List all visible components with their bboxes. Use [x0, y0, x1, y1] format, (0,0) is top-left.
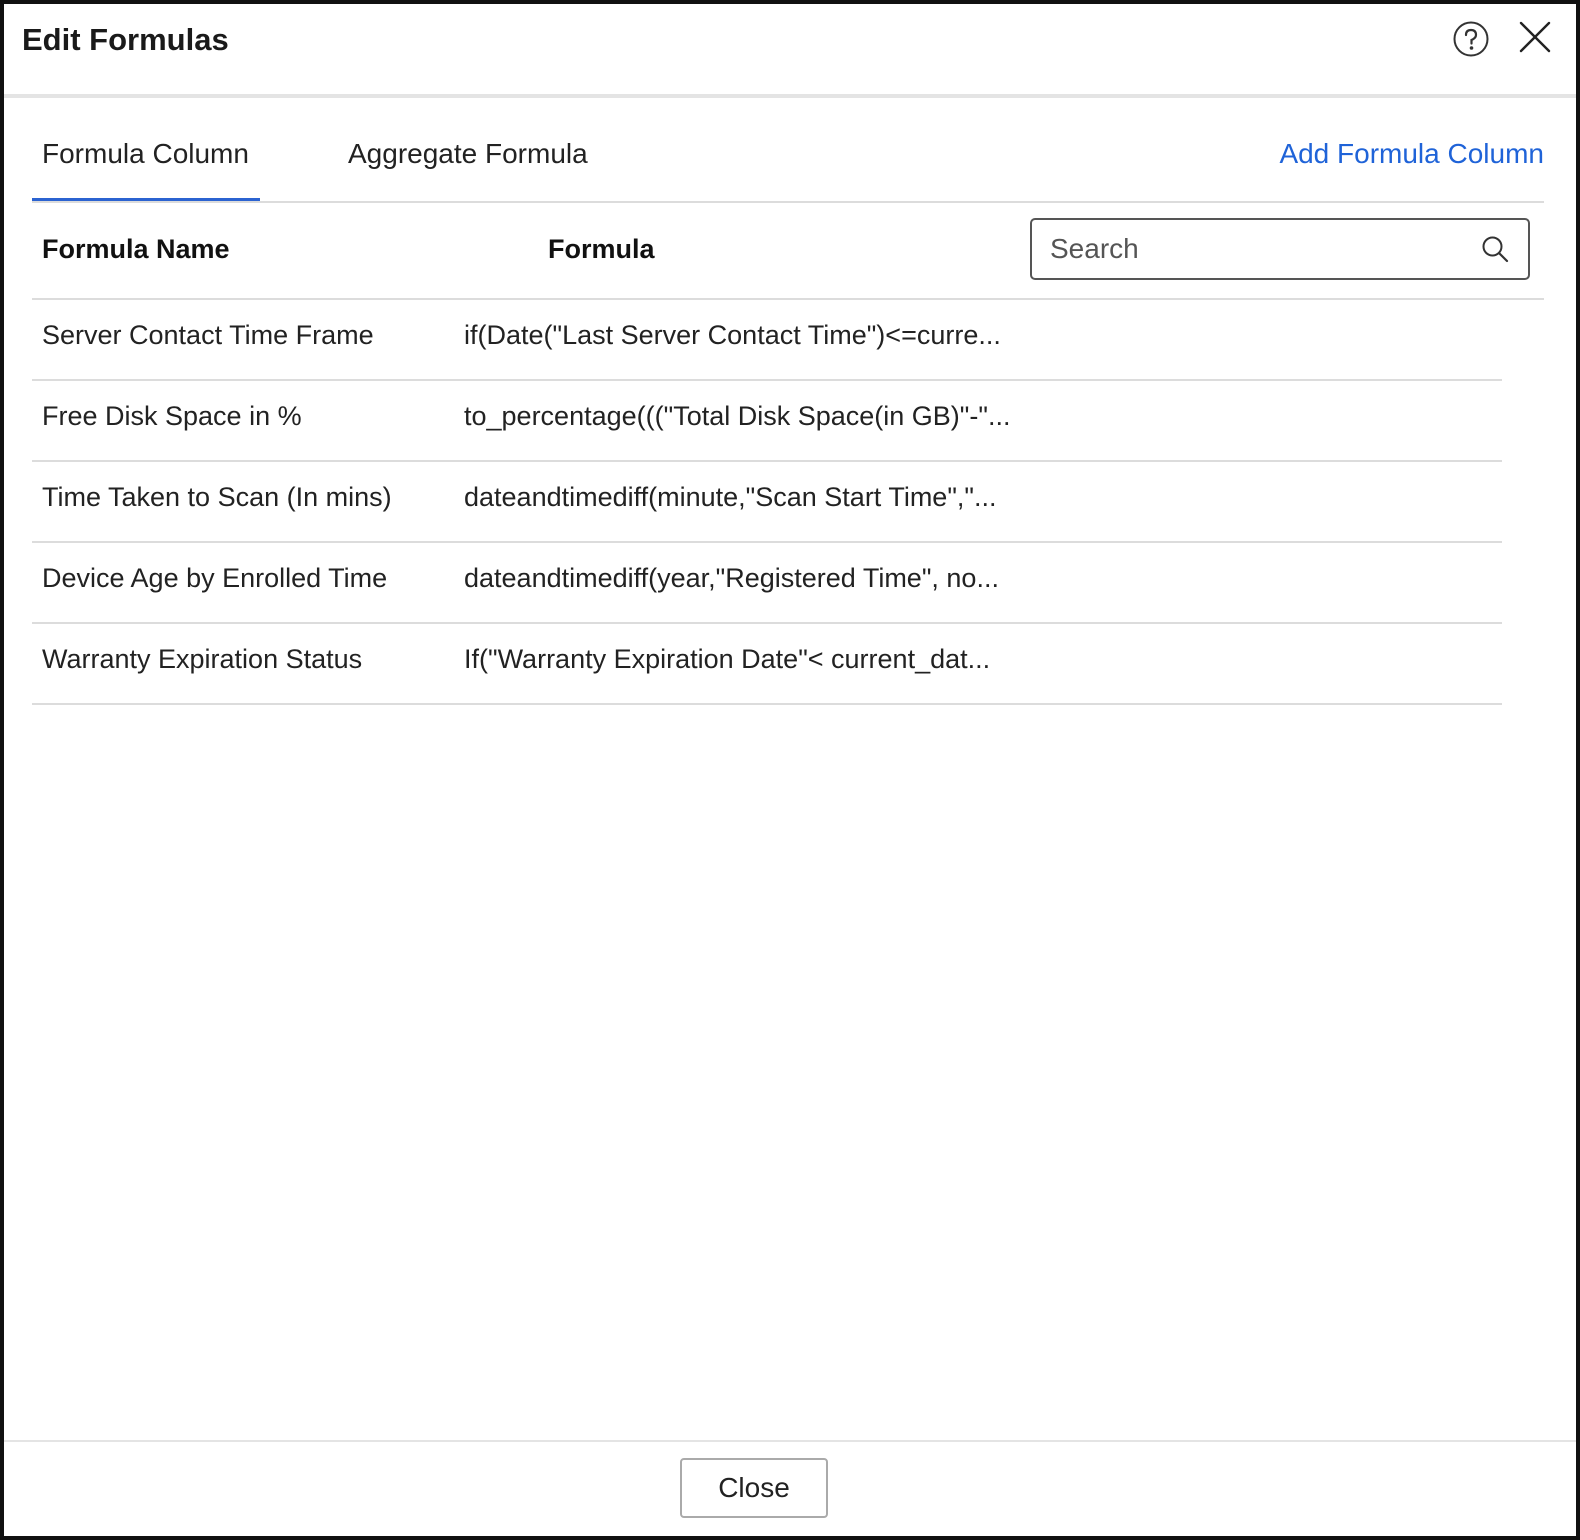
- table-row[interactable]: [32, 300, 1502, 381]
- table-row[interactable]: [32, 462, 1502, 543]
- tab-formula-column[interactable]: Formula Column: [42, 138, 249, 169]
- formula-list: [32, 300, 1502, 705]
- close-icon[interactable]: [1516, 18, 1554, 56]
- add-formula-column-link[interactable]: Add Formula Column: [1279, 138, 1544, 169]
- search-input[interactable]: [1050, 228, 1470, 270]
- help-icon[interactable]: [1452, 20, 1490, 58]
- table-row[interactable]: [32, 543, 1502, 624]
- formula-name-cell: Free Disk Space in %: [42, 401, 302, 431]
- dialog-title: Edit Formulas: [22, 22, 229, 57]
- formula-expression-cell: to_percentage((("Total Disk Space(in GB)"-"...: [464, 401, 1011, 431]
- search-icon[interactable]: [1480, 234, 1510, 264]
- formula-expression-cell: if(Date("Last Server Contact Time")<=curre...: [464, 320, 1001, 350]
- table-row[interactable]: [32, 381, 1502, 462]
- column-header-formula-name: Formula Name: [42, 234, 230, 264]
- tabs-divider: [32, 201, 1544, 203]
- tab-bar: [32, 114, 1544, 204]
- formula-name-cell: Time Taken to Scan (In mins): [42, 482, 392, 512]
- formula-name-cell: Server Contact Time Frame: [42, 320, 374, 350]
- dialog-header: [4, 4, 1576, 98]
- footer-divider: [4, 1440, 1576, 1442]
- formula-expression-cell: dateandtimediff(year,"Registered Time", no...: [464, 563, 999, 593]
- close-button[interactable]: Close: [680, 1458, 828, 1518]
- search-box: [1030, 218, 1530, 280]
- formula-name-cell: Device Age by Enrolled Time: [42, 563, 388, 593]
- formula-expression-cell: dateandtimediff(minute,"Scan Start Time","...: [464, 482, 997, 512]
- table-row[interactable]: [32, 624, 1502, 705]
- header-divider: [4, 94, 1576, 98]
- formula-name-cell: Warranty Expiration Status: [42, 644, 363, 674]
- formula-expression-cell: If("Warranty Expiration Date"< current_dat...: [464, 644, 991, 674]
- column-header-formula: Formula: [548, 234, 655, 264]
- tab-aggregate-formula[interactable]: Aggregate Formula: [348, 138, 588, 169]
